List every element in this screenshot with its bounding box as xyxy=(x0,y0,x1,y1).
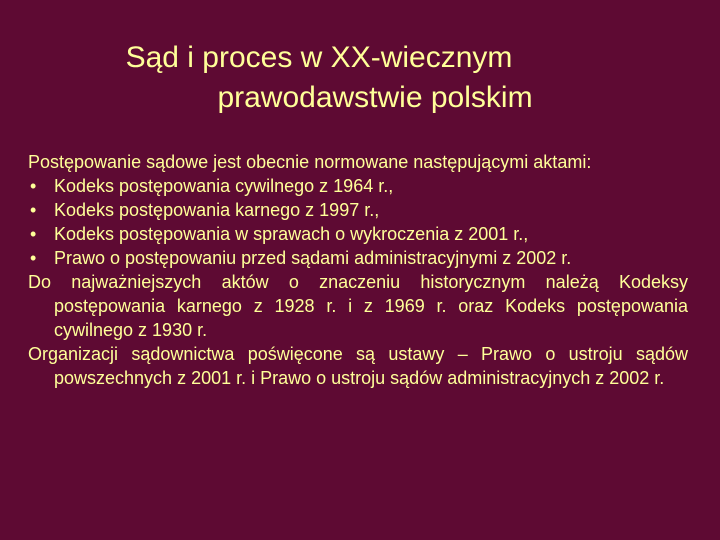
bullet-item-criminal-code xyxy=(28,198,688,222)
bullet-text: Prawo o postępowaniu przed sądami administracyjnymi z 2002 r. xyxy=(54,248,572,268)
title-line-1: Sąd i proces w XX-wiecznym xyxy=(125,41,513,74)
bullet-item-civil-code xyxy=(28,174,688,198)
organization-paragraph: Organizacji sądownictwa poświęcone są ustawy – Prawo o ustroju sądów powszechnych z 2001 r. i Prawo o ustroju sądów administracyjnych z 2002 r. xyxy=(28,344,688,388)
bullet-icon: • xyxy=(30,176,37,196)
historical-paragraph: Do najważniejszych aktów o znaczeniu historycznym należą Kodeksy postępowania karnego z 1928 r. i z 1969 r. oraz Kodeks postępowania cywilnego z 1930 r. xyxy=(28,272,688,340)
bullet-icon: • xyxy=(30,248,37,268)
slide-title xyxy=(0,38,720,118)
bullet-item-administrative-law xyxy=(28,246,688,270)
title-line-2: prawodawstwie polskim xyxy=(217,81,533,114)
bullet-icon: • xyxy=(30,224,37,244)
bullet-text: Kodeks postępowania cywilnego z 1964 r., xyxy=(54,176,394,196)
slide-body xyxy=(28,150,688,390)
bullet-item-offences-code xyxy=(28,222,688,246)
bullet-text: Kodeks postępowania karnego z 1997 r., xyxy=(54,200,380,220)
intro-paragraph: Postępowanie sądowe jest obecnie normowane następującymi aktami: xyxy=(28,152,592,172)
bullet-text: Kodeks postępowania w sprawach o wykroczenia z 2001 r., xyxy=(54,224,529,244)
bullet-icon: • xyxy=(30,200,37,220)
